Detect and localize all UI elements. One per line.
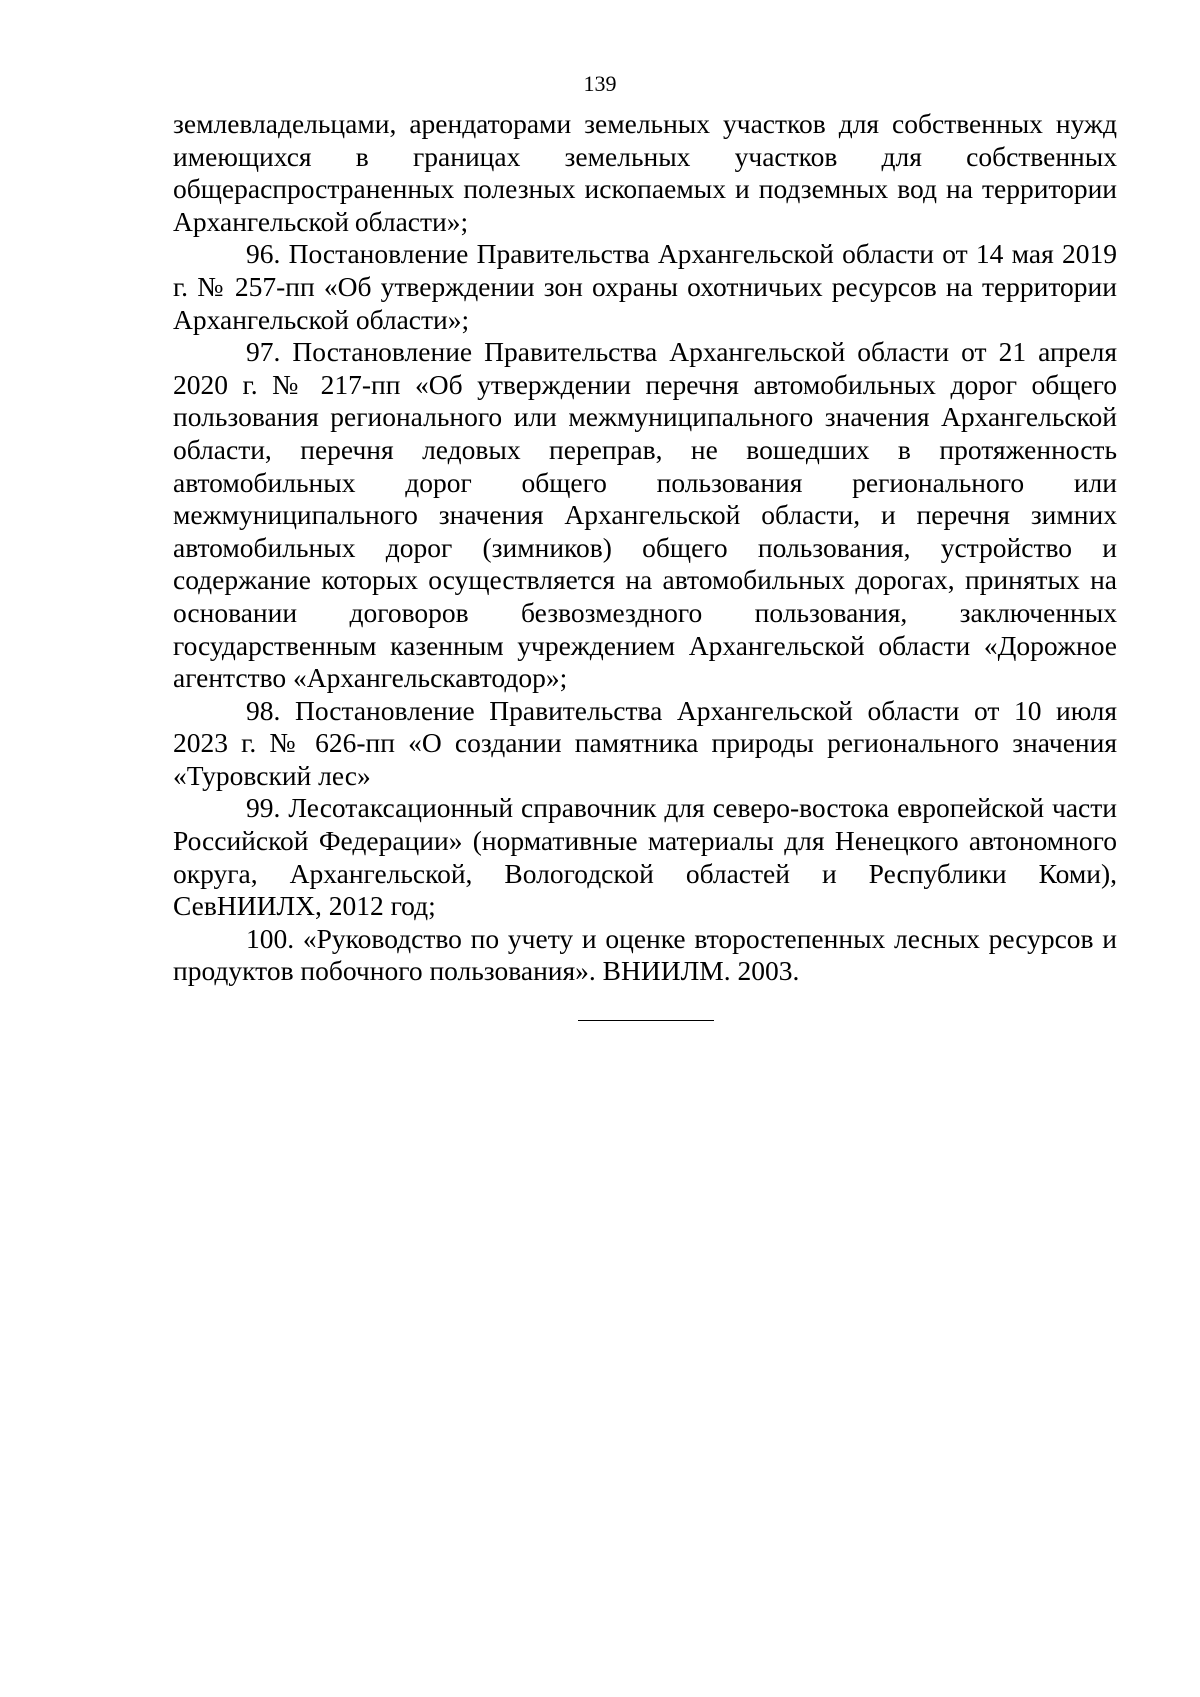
list-item-96: 96. Постановление Правительства Архангельской области от 14 мая 2019 г. № 257-пп «Об утверждении зон охраны охотничьих ресурсов на территории Архангельской области»; (173, 238, 1117, 335)
list-item-97: 97. Постановление Правительства Архангельской области от 21 апреля 2020 г. № 217-пп «Об утверждении перечня автомобильных дорог общего пользования регионального или межмуниципального значения Архангельской области, перечня ледовых переправ, не вошедших в протяженность автомобильных дорог общего пользования регионального или межмуниципального значения Архангельской области, и перечня зимних автомобильных дорог (зимников) общего пользования, устройство и содержание которых осуществляется на автомобильных дорогах, принятых на основании договоров безвозмездного пользования, заключенных государственным казенным учреждением Архангельской области «Дорожное агентство «Архангельскавтодор»; (173, 336, 1117, 694)
list-item-99: 99. Лесотаксационный справочник для северо-востока европейской части Российской Федерации» (нормативные материалы для Ненецкого автономного округа, Архангельской, Вологодской областей и Республики Коми), СевНИИЛХ, 2012 год; (173, 792, 1117, 922)
page-number: 139 (583, 71, 617, 96)
list-item-100: 100. «Руководство по учету и оценке второстепенных лесных ресурсов и продуктов побочного пользования». ВНИИЛМ. 2003. (173, 922, 1117, 987)
paragraph-continuation: землевладельцами, арендаторами земельных участков для собственных нужд имеющихся в границах земельных участков для собственных общераспространенных полезных ископаемых и подземных вод на территории Архангельской области»; (173, 108, 1117, 237)
document-body (173, 108, 1117, 988)
end-of-document-rule (578, 1020, 714, 1021)
list-item-98: 98. Постановление Правительства Архангельской области от 10 июля 2023 г. № 626-пп «О создании памятника природы регионального значения «Туровский лес» (173, 694, 1117, 791)
